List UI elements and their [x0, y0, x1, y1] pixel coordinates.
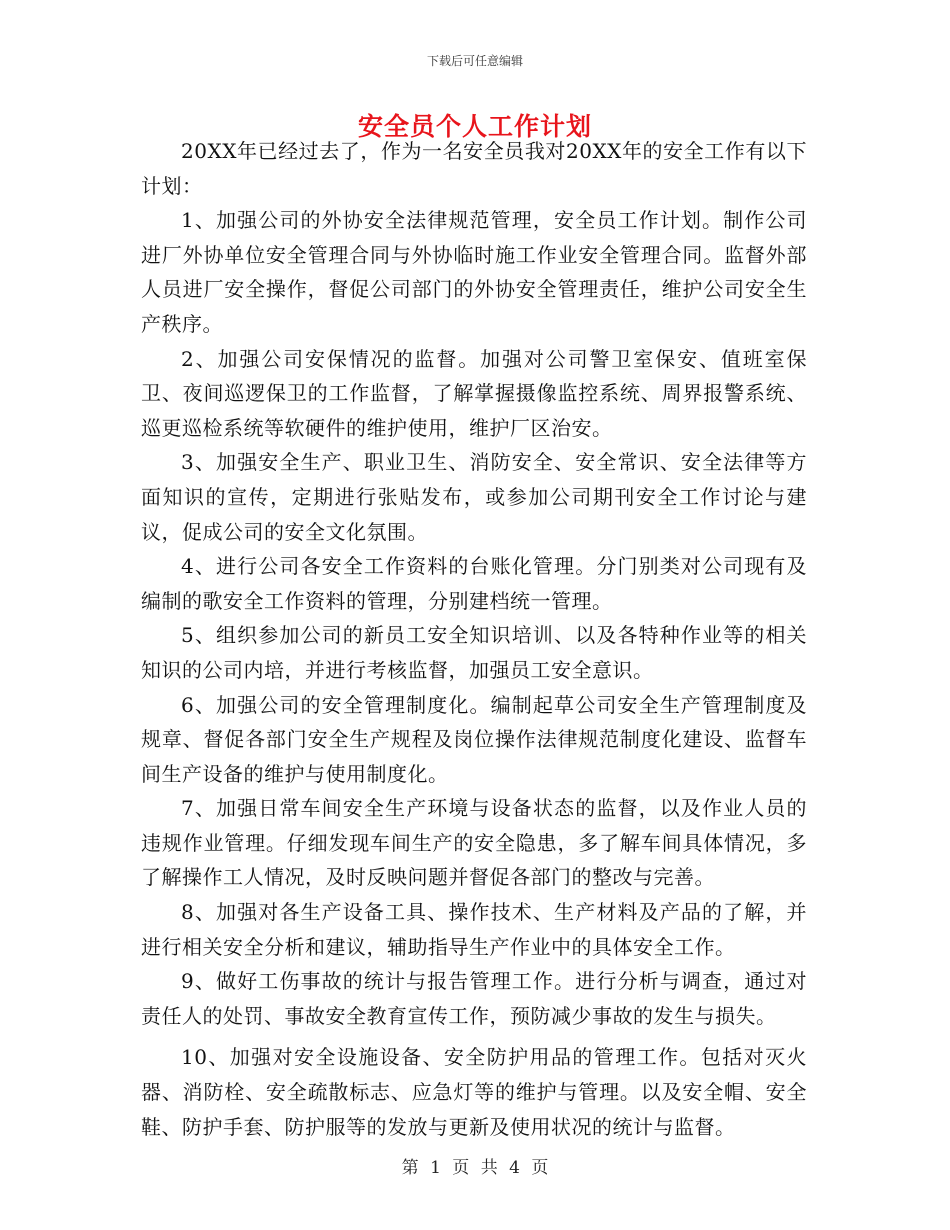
plan-item-5: 5、组织参加公司的新员工安全知识培训、以及各特种作业等的相关知识的公司内培，并进行考核监督，加强员工安全意识。	[141, 623, 807, 682]
page-header-note: 下载后可任意编辑	[426, 54, 523, 68]
document-body	[141, 134, 807, 1144]
plan-item-8: 8、加强对各生产设备工具、操作技术、生产材料及产品的了解，并进行相关安全分析和建议，辅助指导生产作业中的具体安全工作。	[141, 900, 807, 959]
plan-item-2: 2、加强公司安保情况的监督。加强对公司警卫室保安、值班室保卫、夜间巡逻保卫的工作监督，了解掌握摄像监控系统、周界报警系统、巡更巡检系统等软硬件的维护使用，维护厂区治安。	[141, 346, 807, 440]
plan-item-1: 1、加强公司的外协安全法律规范管理，安全员工作计划。制作公司进厂外协单位安全管理合同与外协临时施工作业安全管理合同。监督外部人员进厂安全操作，督促公司部门的外协安全管理责任，维护公司安全生产秩序。	[141, 208, 807, 336]
document-title: 安全员个人工作计划	[357, 112, 592, 141]
plan-item-10: 10、加强对安全设施设备、安全防护用品的管理工作。包括对灭火器、消防栓、安全疏散标志、应急灯等的维护与管理。以及安全帽、安全鞋、防护手套、防护服等的发放与更新及使用状况的统计与监督。	[141, 1045, 807, 1139]
plan-item-4: 4、进行公司各安全工作资料的台账化管理。分门别类对公司现有及编制的歌安全工作资料的管理，分别建档统一管理。	[141, 554, 807, 613]
plan-item-9: 9、做好工伤事故的统计与报告管理工作。进行分析与调查，通过对责任人的处罚、事故安全教育宣传工作，预防减少事故的发生与损失。	[141, 969, 807, 1028]
plan-item-7: 7、加强日常车间安全生产环境与设备状态的监督，以及作业人员的违规作业管理。仔细发现车间生产的安全隐患，多了解车间具体情况，多了解操作工人情况，及时反映问题并督促各部门的整改与完善。	[141, 796, 807, 890]
plan-item-3: 3、加强安全生产、职业卫生、消防安全、安全常识、安全法律等方面知识的宣传，定期进行张贴发布，或参加公司期刊安全工作讨论与建议，促成公司的安全文化氛围。	[141, 450, 807, 544]
page-number-footer: 第 1 页 共 4 页	[401, 1158, 549, 1178]
plan-item-6: 6、加强公司的安全管理制度化。编制起草公司安全生产管理制度及规章、督促各部门安全生产规程及岗位操作法律规范制度化建设、监督车间生产设备的维护与使用制度化。	[141, 692, 807, 786]
intro-paragraph: 20XX年已经过去了，作为一名安全员我对20XX年的安全工作有以下计划：	[141, 139, 807, 198]
